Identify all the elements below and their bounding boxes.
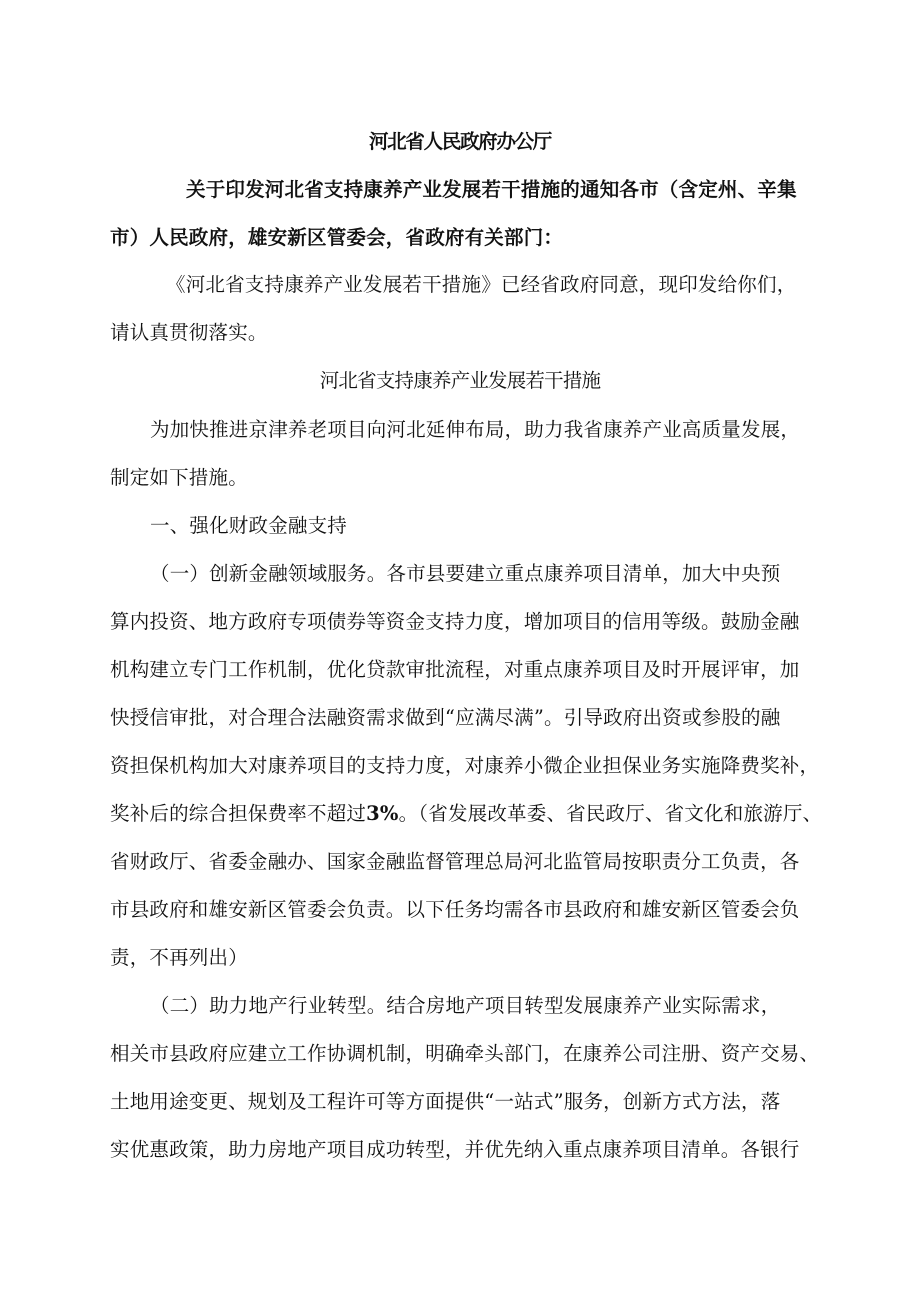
item-2-line: 相关市县政府应建立工作协调机制，明确牵头部门，在康养公司注册、资产交易、: [110, 1042, 820, 1065]
notice-body-line: 请认真贯彻落实。: [110, 321, 268, 344]
item-1-line: 算内投资、地方政府专项债券等资金支持力度，增加项目的信用等级。鼓励金融: [110, 610, 800, 633]
item-2-line: 实优惠政策，助力房地产项目成功转型，并优先纳入重点康养项目清单。各银行: [110, 1138, 800, 1161]
header-org: 河北省人民政府办公厅: [368, 130, 551, 153]
item-1-line: 机构建立专门工作机制，优化贷款审批流程，对重点康养项目及时开展评审，加: [110, 658, 800, 681]
item-2-line: 土地用途变更、规划及工程许可等方面提供“一站式”服务，创新方式方法，落: [110, 1090, 781, 1113]
notice-title-line-1: 关于印发河北省支持康养产业发展若干措施的通知各市（含定州、辛集: [186, 178, 797, 201]
item-1-rate-line: [110, 800, 822, 828]
item-1-rate-suffix: 。（省发展改革委、省民政厅、省文化和旅游厅、: [398, 802, 823, 825]
item-1-tail-line: 省财政厅、省委金融办、国家金融监督管理总局河北监管局按职责分工负责，各: [110, 850, 800, 873]
item-1-line: 资担保机构加大对康养项目的支持力度，对康养小微企业担保业务实施降费奖补，: [110, 754, 820, 777]
intro-line: 制定如下措施。: [110, 466, 248, 489]
measures-title: 河北省支持康养产业发展若干措施: [319, 369, 601, 392]
item-2-line: （二）助力地产行业转型。结合房地产项目转型发展康养产业实际需求，: [150, 994, 781, 1017]
item-1-line: 快授信审批，对合理合法融资需求做到“应满尽满”。引导政府出资或参股的融: [110, 706, 781, 729]
section-1-heading: 一、强化财政金融支持: [150, 514, 348, 537]
item-1-rate-value: 3%: [366, 802, 399, 825]
item-1-rate-prefix: 奖补后的综合担保费率不超过: [110, 802, 367, 825]
intro-line: 为加快推进京津养老项目向河北延伸布局，助力我省康养产业高质量发展，: [150, 418, 801, 441]
notice-body-line: 《河北省支持康养产业发展若干措施》已经省政府同意，现印发给你们，: [166, 273, 797, 296]
item-1-tail-line: 责，不再列出）: [110, 946, 248, 969]
item-1-tail-line: 市县政府和雄安新区管委会负责。以下任务均需各市县政府和雄安新区管委会负: [110, 898, 800, 921]
notice-title-line-2: 市）人民政府，雄安新区管委会，省政府有关部门：: [110, 226, 564, 249]
item-1-line: （一）创新金融领域服务。各市县要建立重点康养项目清单，加大中央预: [150, 562, 781, 585]
